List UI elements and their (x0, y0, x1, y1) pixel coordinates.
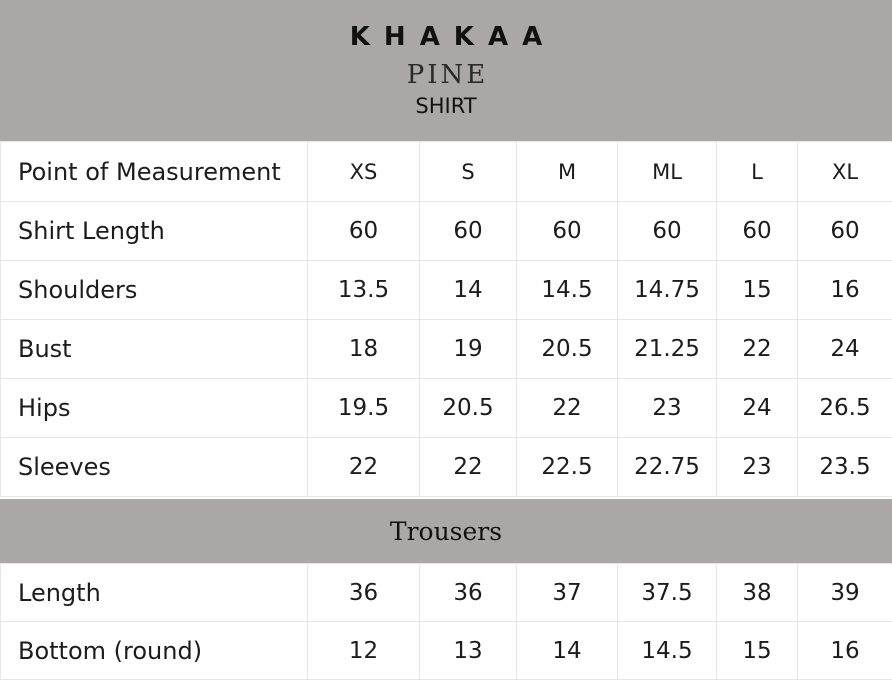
measurement-value: 24 (798, 320, 892, 379)
table-row (1, 622, 892, 680)
measurement-value: 60 (420, 202, 517, 261)
measurement-value: 22 (717, 320, 798, 379)
measurement-value: 22 (517, 379, 618, 438)
size-header-m: M (517, 142, 618, 202)
measurement-value: 12 (308, 622, 420, 680)
trousers-section-heading: Trousers (0, 499, 892, 563)
measurement-value: 22 (420, 438, 517, 497)
product-name: PINE (406, 60, 489, 90)
measurement-value: 15 (717, 261, 798, 320)
size-header-xl: XL (798, 142, 892, 202)
measurement-label: Length (1, 564, 308, 622)
measurement-value: 24 (717, 379, 798, 438)
measurement-label: Bottom (round) (1, 622, 308, 680)
measurement-value: 36 (420, 564, 517, 622)
measurement-value: 16 (798, 622, 892, 680)
measurement-label: Sleeves (1, 438, 308, 497)
table-row (1, 438, 892, 497)
measurement-value: 22.5 (517, 438, 618, 497)
product-category: SHIRT (415, 94, 477, 118)
measurement-value: 60 (308, 202, 420, 261)
measurement-value: 13 (420, 622, 517, 680)
measurement-value: 20.5 (517, 320, 618, 379)
measurement-value: 18 (308, 320, 420, 379)
size-header-xs: XS (308, 142, 420, 202)
measurement-value: 22.75 (618, 438, 717, 497)
table-row (1, 202, 892, 261)
brand-logo: KHAKAA (349, 22, 557, 52)
measurement-value: 37.5 (618, 564, 717, 622)
point-of-measurement-header: Point of Measurement (1, 142, 308, 202)
size-header-l: L (717, 142, 798, 202)
measurement-value: 19 (420, 320, 517, 379)
measurement-value: 21.25 (618, 320, 717, 379)
size-header-s: S (420, 142, 517, 202)
measurement-value: 26.5 (798, 379, 892, 438)
measurement-value: 60 (717, 202, 798, 261)
measurement-value: 20.5 (420, 379, 517, 438)
measurement-value: 15 (717, 622, 798, 680)
header-banner (0, 0, 892, 141)
measurement-value: 14 (517, 622, 618, 680)
measurement-value: 14.5 (517, 261, 618, 320)
table-row (1, 320, 892, 379)
measurement-value: 36 (308, 564, 420, 622)
table-row (1, 379, 892, 438)
measurement-value: 14.5 (618, 622, 717, 680)
shirt-size-table (0, 141, 892, 497)
measurement-value: 14.75 (618, 261, 717, 320)
size-header-row (1, 142, 892, 202)
measurement-value: 23 (717, 438, 798, 497)
measurement-value: 13.5 (308, 261, 420, 320)
measurement-label: Bust (1, 320, 308, 379)
measurement-value: 60 (517, 202, 618, 261)
table-row (1, 564, 892, 622)
measurement-value: 23 (618, 379, 717, 438)
measurement-value: 60 (618, 202, 717, 261)
measurement-value: 14 (420, 261, 517, 320)
size-header-ml: ML (618, 142, 717, 202)
measurement-value: 23.5 (798, 438, 892, 497)
measurement-label: Hips (1, 379, 308, 438)
measurement-label: Shoulders (1, 261, 308, 320)
measurement-value: 19.5 (308, 379, 420, 438)
measurement-value: 60 (798, 202, 892, 261)
table-row (1, 261, 892, 320)
measurement-value: 16 (798, 261, 892, 320)
measurement-value: 22 (308, 438, 420, 497)
measurement-label: Shirt Length (1, 202, 308, 261)
trousers-size-table (0, 563, 892, 680)
measurement-value: 38 (717, 564, 798, 622)
measurement-value: 39 (798, 564, 892, 622)
measurement-value: 37 (517, 564, 618, 622)
